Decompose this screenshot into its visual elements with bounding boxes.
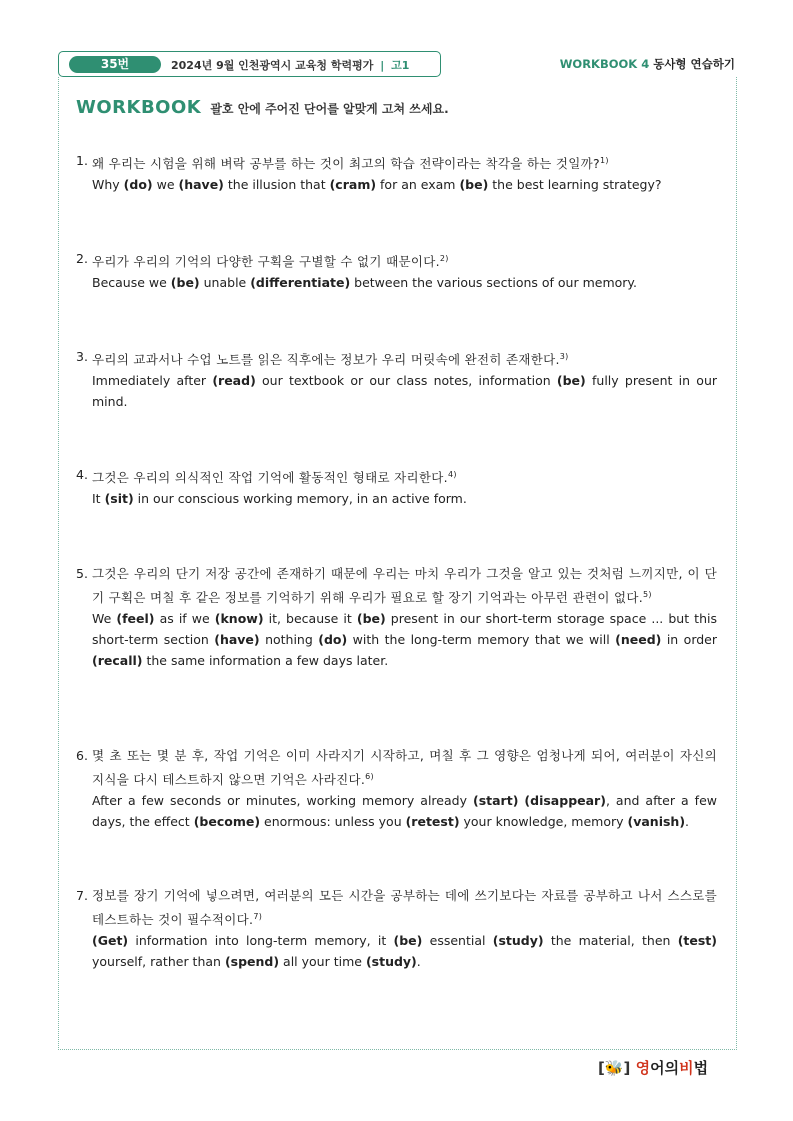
korean-sentence: 그것은 우리의 단기 저장 공간에 존재하기 때문에 우리는 마치 우리가 그것을 알고 있는 것처럼 느끼지만, 이 단기 구획은 며칠 후 같은 정보를 기억하기 위해 우리가 필요로 할 장기 기억과는 아무런 관련이 없다.	[92, 566, 717, 606]
korean-sentence: 우리가 우리의 기억의 다양한 구획을 구별할 수 없기 때문이다.	[92, 254, 440, 270]
footnote-ref: 2)	[439, 254, 449, 263]
footnote-ref: 6)	[365, 772, 374, 781]
korean-sentence: 그것은 우리의 의식적인 작업 기억에 활동적인 형태로 자리한다.	[92, 470, 448, 486]
footnote-ref: 4)	[447, 470, 457, 479]
question-number: 4.	[76, 467, 88, 482]
question-number: 6.	[76, 748, 88, 763]
question-6	[76, 745, 717, 832]
question-number: 2.	[76, 251, 88, 266]
workbook-heading: WORKBOOK	[76, 97, 202, 118]
question-number: 5.	[76, 566, 88, 581]
logo-text-2: 어의	[650, 1059, 680, 1077]
exam-name: 2024년 9월 인천광역시 교육청 학력평가	[171, 59, 374, 72]
english-sentence: Immediately after (read) our textbook or our class notes, information (be) fully present in our mind.	[92, 373, 718, 410]
english-sentence: Why (do) we (have) the illusion that (cram) for an exam (be) the best learning strategy?	[92, 177, 662, 193]
publisher-logo	[598, 1057, 708, 1078]
logo-icon: 🐝	[604, 1059, 624, 1077]
question-number: 7.	[76, 888, 88, 903]
footnote-ref: 5)	[643, 590, 652, 599]
question-3	[76, 346, 717, 412]
korean-sentence: 정보를 장기 기억에 넣으려면, 여러분의 모든 시간을 공부하는 데에 쓰기보다는 자료를 공부하고 나서 스스로를 테스트하는 것이 필수적이다.	[92, 888, 717, 928]
exam-title	[171, 57, 409, 73]
footnote-ref: 7)	[253, 912, 263, 921]
exam-header-box	[58, 51, 441, 77]
question-2	[76, 248, 717, 293]
english-sentence: After a few seconds or minutes, working memory already (start) (disappear), and after a few days, the effect (become) enormous: unless you (retest) your knowledge, memory (vanish).	[92, 793, 717, 830]
english-sentence: Because we (be) unable (differentiate) between the various sections of our memory.	[92, 275, 638, 291]
english-sentence: We (feel) as if we (know) it, because it (be) present in our short-term storage space ... but this short-term section (have) nothing (do) with the long-term memory that we will (need) in order (recall) the same information a few days later.	[92, 611, 718, 669]
question-1	[76, 150, 717, 195]
question-number-badge: 35번	[69, 56, 161, 73]
logo-bracket-close: ]	[623, 1059, 631, 1077]
question-number: 1.	[76, 153, 88, 168]
question-5	[76, 563, 717, 671]
instruction-text: 괄호 안에 주어진 단어를 알맞게 고쳐 쓰세요.	[210, 102, 449, 116]
grade-label: 고1	[391, 59, 410, 72]
english-sentence: It (sit) in our conscious working memory, in an active form.	[92, 491, 467, 507]
logo-text-4: 법	[693, 1059, 709, 1077]
logo-text-1: 영	[635, 1059, 651, 1077]
question-7	[76, 885, 717, 972]
korean-sentence: 몇 초 또는 몇 분 후, 작업 기억은 이미 사라지기 시작하고, 며칠 후 그 영향은 엄청나게 되어, 여러분이 자신의 지식을 다시 테스트하지 않으면 기억은 사라진다.	[92, 748, 717, 788]
english-sentence: (Get) information into long-term memory, it (be) essential (study) the material, then (test) yourself, rather than (spend) all your time (study).	[92, 933, 717, 970]
title-separator: |	[380, 59, 385, 72]
korean-sentence: 우리의 교과서나 수업 노트를 읽은 직후에는 정보가 우리 머릿속에 완전히 존재한다.	[92, 352, 560, 368]
footnote-ref: 3)	[559, 352, 569, 361]
question-number: 3.	[76, 349, 88, 364]
logo-bracket-open: [	[598, 1059, 605, 1077]
footnote-ref: 1)	[600, 156, 609, 165]
workbook-section-label	[560, 56, 735, 72]
workbook-number: WORKBOOK 4	[559, 57, 650, 71]
logo-text-3: 비	[679, 1059, 694, 1077]
workbook-title: 동사형 연습하기	[653, 57, 735, 71]
korean-sentence: 왜 우리는 시험을 위해 벼락 공부를 하는 것이 최고의 학습 전략이라는 착각을 하는 것일까?	[92, 156, 600, 172]
question-4	[76, 464, 717, 509]
instruction	[76, 97, 449, 118]
